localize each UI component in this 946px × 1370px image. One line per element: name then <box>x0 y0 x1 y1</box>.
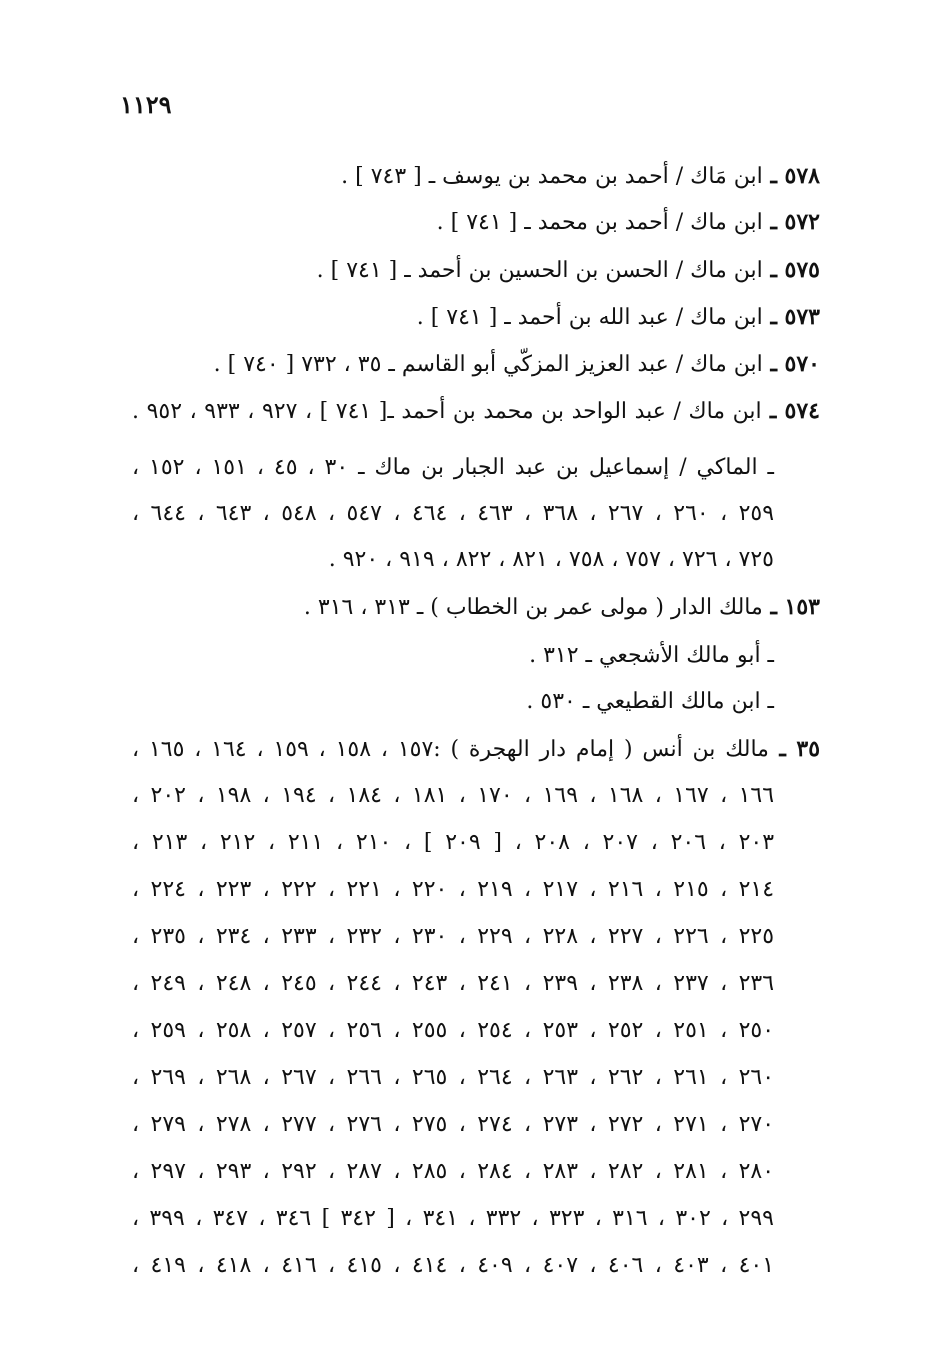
page-number: ١١٢٩ <box>120 90 172 119</box>
entry-number: ١٥٣ <box>784 594 820 620</box>
entry-text: ابن ماك / الحسن بن الحسين بن أحمد ـ [ ٧٤١ ] . <box>316 258 763 283</box>
entry-text: ٢١٤ ، ٢١٥ ، ٢١٦ ، ٢١٧ ، ٢١٩ ، ٢٢٠ ، ٢٢١ ، ٢٢٢ ، ٢٢٣ ، ٢٢٤ ، <box>132 877 775 902</box>
entry-number: ٥٧٥ <box>784 257 820 283</box>
continuation-line <box>132 781 774 811</box>
entry-text: ابن مَاك / أحمد بن محمد بن يوسف ـ [ ٧٤٣ ] . <box>341 164 763 189</box>
continuation-line <box>329 545 774 575</box>
index-entry-574 <box>132 396 820 427</box>
entry-text: ١٦٦ ، ١٦٧ ، ١٦٨ ، ١٦٩ ، ١٧٠ ، ١٨١ ، ١٨٤ ، ١٩٤ ، ١٩٨ ، ٢٠٢ ، <box>132 783 775 808</box>
entry-number: ٥٧٠ <box>784 351 820 377</box>
continuation-line <box>132 922 774 952</box>
index-entry-573 <box>417 302 820 333</box>
entry-dash: ـ <box>762 257 785 283</box>
entry-number: ٣٥ <box>796 736 821 762</box>
entry-dash: ـ <box>762 163 785 189</box>
entry-dash: ـ <box>761 398 785 424</box>
index-entry-153 <box>304 592 820 623</box>
entry-dash: ـ <box>762 594 785 620</box>
entry-text: ٢٢٥ ، ٢٢٦ ، ٢٢٧ ، ٢٢٨ ، ٢٢٩ ، ٢٣٠ ، ٢٣٢ ، ٢٣٣ ، ٢٣٤ ، ٢٣٥ ، <box>132 924 775 949</box>
entry-text: ٢٧٠ ، ٢٧١ ، ٢٧٢ ، ٢٧٣ ، ٢٧٤ ، ٢٧٥ ، ٢٧٦ ، ٢٧٧ ، ٢٧٨ ، ٢٧٩ ، <box>132 1112 775 1137</box>
entry-text: ٢٣٦ ، ٢٣٧ ، ٢٣٨ ، ٢٣٩ ، ٢٤١ ، ٢٤٣ ، ٢٤٤ ، ٢٤٥ ، ٢٤٨ ، ٢٤٩ ، <box>132 971 775 996</box>
continuation-line <box>132 1016 774 1046</box>
entry-dash: ـ <box>762 351 785 377</box>
entry-text: ٢٠٣ ، ٢٠٦ ، ٢٠٧ ، ٢٠٨ ، [ ٢٠٩ ] ، ٢١٠ ، ٢١١ ، ٢١٢ ، ٢١٣ ، <box>132 830 775 855</box>
entry-dash: ـ <box>762 304 785 330</box>
entry-text: مالك الدار ( مولى عمر بن الخطاب ) ـ ٣١٣ ، ٣١٦ . <box>303 595 763 620</box>
entry-text: ٤٠١ ، ٤٠٣ ، ٤٠٦ ، ٤٠٧ ، ٤٠٩ ، ٤١٤ ، ٤١٥ ، ٤١٦ ، ٤١٨ ، ٤١٩ ، <box>132 1253 775 1278</box>
entry-text: ٢٩٩ ، ٣٠٢ ، ٣١٦ ، ٣٢٣ ، ٣٣٢ ، ٣٤١ ، [ ٣٤٢ ] ٣٤٦ ، ٣٤٧ ، ٣٩٩ ، <box>132 1206 774 1231</box>
continuation-line <box>132 875 774 905</box>
index-entry-575 <box>317 255 820 286</box>
index-entry-35 <box>132 734 820 765</box>
entry-text: ابن ماك / عبد الواحد بن محمد بن أحمد ـ[ ٧٤١ ] ، ٩٢٧ ، ٩٣٣ ، ٩٥٢ . <box>132 399 762 424</box>
entry-text: مالك بن أنس ( إمام دار الهجرة ) :١٥٧ ، ١٥٨ ، ١٥٩ ، ١٦٤ ، ١٦٥ ، <box>132 737 769 762</box>
entry-dash: ـ <box>762 209 785 235</box>
continuation-line <box>132 1063 774 1093</box>
entry-text: ـ الماكي / إسماعيل بن عبد الجبار بن ماك ـ ٣٠ ، ٤٥ ، ١٥١ ، ١٥٢ ، <box>132 455 774 480</box>
continuation-line <box>132 1110 774 1140</box>
continuation-line <box>132 499 774 529</box>
continuation-line <box>132 828 774 858</box>
index-entry-578 <box>341 161 820 192</box>
continuation-line <box>132 1251 774 1281</box>
entry-number: ٥٧٢ <box>784 209 820 235</box>
entry-text: ابن ماك / عبد الله بن أحمد ـ [ ٧٤١ ] . <box>416 305 763 330</box>
entry-text: ٧٢٥ ، ٧٢٦ ، ٧٥٧ ، ٧٥٨ ، ٨٢١ ، ٨٢٢ ، ٩١٩ ، ٩٢٠ . <box>328 547 774 572</box>
index-subentry-almaki <box>132 453 774 483</box>
entry-text: ٢٥٠ ، ٢٥١ ، ٢٥٢ ، ٢٥٣ ، ٢٥٤ ، ٢٥٥ ، ٢٥٦ ، ٢٥٧ ، ٢٥٨ ، ٢٥٩ ، <box>132 1018 775 1043</box>
entry-text: ٢٨٠ ، ٢٨١ ، ٢٨٢ ، ٢٨٣ ، ٢٨٤ ، ٢٨٥ ، ٢٨٧ ، ٢٩٢ ، ٢٩٣ ، ٢٩٧ ، <box>132 1159 775 1184</box>
continuation-line <box>132 1157 774 1187</box>
entry-number: ٥٧٨ <box>784 163 820 189</box>
entry-number: ٥٧٣ <box>784 304 820 330</box>
index-subentry-abu-malik <box>529 641 774 671</box>
entry-number: ٥٧٤ <box>784 398 820 424</box>
entry-text: ـ أبو مالك الأشجعي ـ ٣١٢ . <box>529 643 774 668</box>
continuation-line <box>132 1204 774 1234</box>
index-entry-572 <box>437 207 820 238</box>
entry-text: ٢٦٠ ، ٢٦١ ، ٢٦٢ ، ٢٦٣ ، ٢٦٤ ، ٢٦٥ ، ٢٦٦ ، ٢٦٧ ، ٢٦٨ ، ٢٦٩ ، <box>132 1065 775 1090</box>
entry-text: ابن ماك / عبد العزيز المزكّي أبو القاسم ـ ٣٥ ، ٧٣٢ [ ٧٤٠ ] . <box>213 352 763 377</box>
entry-text: ٢٥٩ ، ٢٦٠ ، ٢٦٧ ، ٣٦٨ ، ٤٦٣ ، ٤٦٤ ، ٥٤٧ ، ٥٤٨ ، ٦٤٣ ، ٦٤٤ ، <box>132 501 775 526</box>
continuation-line <box>132 969 774 999</box>
entry-text: ـ ابن مالك القطيعي ـ ٥٣٠ . <box>526 689 774 714</box>
index-subentry-ibn-malik <box>526 687 774 717</box>
entry-dash: ـ <box>768 736 797 762</box>
index-entry-570 <box>214 349 820 380</box>
entry-text: ابن ماك / أحمد بن محمد ـ [ ٧٤١ ] . <box>436 210 763 235</box>
